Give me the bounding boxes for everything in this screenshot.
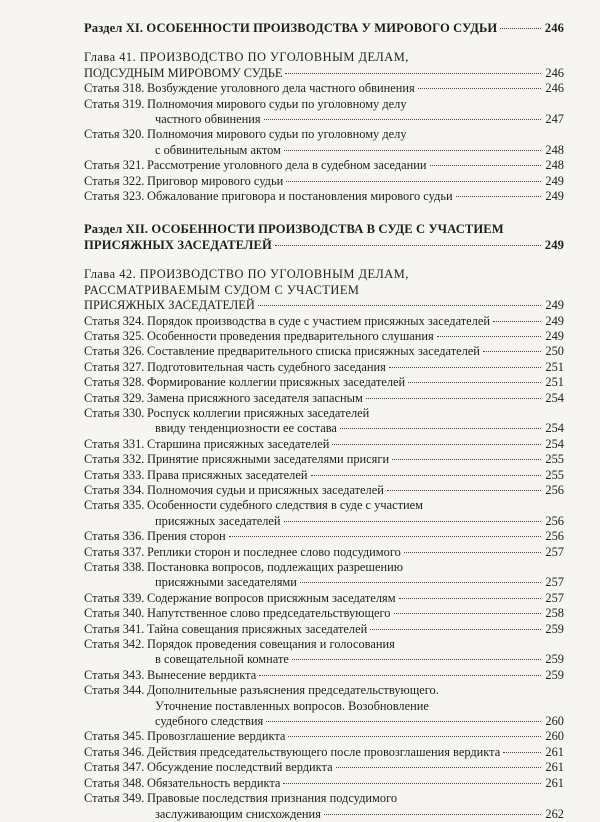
article-line <box>147 81 564 96</box>
article-entry <box>84 452 564 467</box>
article-text: Подготовительная часть судебного заседания <box>147 359 386 374</box>
article-last-line <box>147 591 564 606</box>
article-label: Статья 320. <box>84 127 145 142</box>
dot-leader <box>493 321 541 322</box>
article-text: Составление предварительного списка присяжных заседателей <box>147 344 480 359</box>
page-number: 254 <box>545 421 564 436</box>
article-text: Содержание вопросов присяжным заседателям <box>147 590 396 605</box>
page-number: 249 <box>545 189 564 204</box>
page-number: 249 <box>544 237 564 252</box>
article-title <box>147 606 564 621</box>
article-title <box>147 344 564 359</box>
article-entry <box>84 745 564 760</box>
article-text: с обвинительным актом <box>155 142 281 157</box>
dot-leader <box>404 552 541 553</box>
article-label: Статья 344. <box>84 683 145 698</box>
article-entry <box>84 560 564 591</box>
article-text: Обжалование приговора и постановления мирового судьи <box>147 189 453 204</box>
article-last-line <box>147 360 564 375</box>
section-heading <box>84 222 564 253</box>
article-text: Обсуждение последствий вердикта <box>147 760 333 775</box>
dot-leader <box>300 582 541 583</box>
page-number: 257 <box>545 590 564 605</box>
article-last-line <box>147 760 564 775</box>
page-number: 256 <box>545 529 564 544</box>
chapter-text: ПРИСЯЖНЫХ ЗАСЕДАТЕЛЕЙ <box>84 298 255 313</box>
article-line <box>147 729 564 744</box>
article-line <box>147 189 564 204</box>
spacer <box>84 204 564 222</box>
page-number: 257 <box>545 544 564 559</box>
article-title <box>147 560 564 591</box>
article-last-line <box>147 329 564 344</box>
article-text: Замена присяжного заседателя запасным <box>147 390 363 405</box>
article-title <box>147 529 564 544</box>
article-last-line <box>147 174 564 189</box>
section-text: ПРИСЯЖНЫХ ЗАСЕДАТЕЛЕЙ <box>84 237 272 252</box>
article-line <box>147 452 564 467</box>
article-label: Статья 335. <box>84 498 145 513</box>
article-entry <box>84 375 564 390</box>
article-last-line <box>147 514 564 529</box>
article-entry <box>84 791 564 822</box>
article-text: Реплики сторон и последнее слово подсудимого <box>147 544 401 559</box>
page-number: 246 <box>544 21 564 35</box>
section-line <box>84 238 564 253</box>
page-number: 249 <box>545 313 564 328</box>
article-line <box>147 483 564 498</box>
article-text: Прения сторон <box>147 529 226 544</box>
article-entry <box>84 776 564 791</box>
chapter-line <box>84 298 564 313</box>
dot-leader <box>392 459 541 460</box>
article-title <box>147 437 564 452</box>
article-label: Статья 345. <box>84 729 145 744</box>
article-entry <box>84 97 564 128</box>
article-last-line <box>147 468 564 483</box>
article-title <box>147 545 564 560</box>
article-line: Уточнение поставленных вопросов. Возобновление <box>155 698 429 713</box>
article-line <box>147 344 564 359</box>
article-entry <box>84 314 564 329</box>
article-last-line <box>147 575 564 590</box>
article-last-line <box>147 776 564 791</box>
article-last-line <box>147 483 564 498</box>
dot-leader <box>500 28 541 29</box>
article-text: Провозглашение вердикта <box>147 729 286 744</box>
article-line <box>155 652 564 667</box>
page-number: 259 <box>545 621 564 636</box>
chapter-line: Глава 41. ПРОИЗВОДСТВО ПО УГОЛОВНЫМ ДЕЛАМ, <box>84 50 409 65</box>
article-title <box>147 314 564 329</box>
chapter-block <box>84 267 564 822</box>
dot-leader <box>503 752 541 753</box>
article-label: Статья 339. <box>84 590 145 605</box>
page-number: 256 <box>545 482 564 497</box>
article-last-line <box>147 452 564 467</box>
article-text: Обязательность вердикта <box>147 775 281 790</box>
article-entry <box>84 683 564 729</box>
article-label: Статья 346. <box>84 744 145 759</box>
dot-leader <box>418 88 541 89</box>
chapter-block <box>84 50 564 204</box>
article-entry <box>84 344 564 359</box>
article-line <box>147 391 564 406</box>
article-line <box>147 174 564 189</box>
article-last-line <box>147 375 564 390</box>
article-last-line <box>147 606 564 621</box>
dot-leader <box>266 721 541 722</box>
article-text: Возбуждение уголовного дела частного обвинения <box>147 81 415 96</box>
article-text: Права присяжных заседателей <box>147 467 308 482</box>
article-entry <box>84 437 564 452</box>
dot-leader <box>366 398 541 399</box>
article-last-line <box>147 344 564 359</box>
spacer <box>84 253 564 267</box>
article-text: ввиду тенденциозности ее состава <box>155 421 337 436</box>
article-last-line <box>147 391 564 406</box>
article-last-line <box>147 622 564 637</box>
page-number: 255 <box>545 452 564 467</box>
article-line <box>147 360 564 375</box>
article-text: Принятие присяжными заседателями присяги <box>147 452 390 467</box>
article-line <box>147 760 564 775</box>
article-entry <box>84 545 564 560</box>
article-title <box>147 391 564 406</box>
article-line <box>147 668 564 683</box>
article-line <box>147 468 564 483</box>
dot-leader <box>229 536 541 537</box>
dot-leader <box>399 598 541 599</box>
article-label: Статья 341. <box>84 621 145 636</box>
article-line <box>147 622 564 637</box>
article-line: Особенности судебного следствия в суде с участием <box>147 498 423 513</box>
article-label: Статья 334. <box>84 482 145 497</box>
article-entry <box>84 591 564 606</box>
page-number: 246 <box>545 81 564 96</box>
page-number: 249 <box>545 328 564 343</box>
article-label: Статья 347. <box>84 760 145 775</box>
page-number: 249 <box>545 173 564 188</box>
dot-leader <box>264 119 541 120</box>
article-line <box>155 714 564 729</box>
page-number: 257 <box>545 575 564 590</box>
article-text: присяжными заседателями <box>155 575 297 590</box>
article-line <box>147 545 564 560</box>
article-label: Статья 343. <box>84 667 145 682</box>
dot-leader <box>437 336 541 337</box>
article-line: Постановка вопросов, подлежащих разрешению <box>147 560 403 574</box>
article-entry <box>84 606 564 621</box>
article-label: Статья 337. <box>84 544 145 559</box>
chapter-text: ПОДСУДНЫМ МИРОВОМУ СУДЬЕ <box>84 65 283 80</box>
article-entry <box>84 637 564 668</box>
section-text: Раздел XI. ОСОБЕННОСТИ ПРОИЗВОДСТВА У МИРОВОГО СУДЬИ <box>84 21 498 35</box>
article-label: Статья 328. <box>84 375 145 390</box>
dot-leader <box>275 245 541 246</box>
article-entry <box>84 529 564 544</box>
article-entry <box>84 127 564 158</box>
article-text: Формирование коллегии присяжных заседателей <box>147 375 406 390</box>
article-line: Дополнительные разъяснения председательствующего. <box>147 683 439 698</box>
article-last-line <box>147 314 564 329</box>
dot-leader <box>336 767 541 768</box>
article-line: Порядок проведения совещания и голосования <box>147 637 395 652</box>
article-entry <box>84 391 564 406</box>
section-text: Раздел XII. ОСОБЕННОСТИ ПРОИЗВОДСТВА В СУДЕ С УЧАСТИЕМ <box>84 222 504 237</box>
dot-leader <box>324 814 541 815</box>
article-label: Статья 336. <box>84 529 145 544</box>
article-entry <box>84 668 564 683</box>
article-label: Статья 323. <box>84 189 145 204</box>
article-title <box>147 776 564 791</box>
article-label: Статья 349. <box>84 791 145 806</box>
article-last-line <box>147 668 564 683</box>
article-line <box>147 329 564 344</box>
article-title <box>147 81 564 96</box>
dot-leader <box>340 428 541 429</box>
article-line <box>147 529 564 544</box>
article-label: Статья 340. <box>84 606 145 621</box>
article-text: Старшина присяжных заседателей <box>147 436 330 451</box>
article-label: Статья 333. <box>84 467 145 482</box>
dot-leader <box>387 490 541 491</box>
article-entry <box>84 622 564 637</box>
article-text: Приговор мирового судьи <box>147 173 284 188</box>
article-label: Статья 319. <box>84 96 145 111</box>
dot-leader <box>408 382 541 383</box>
dot-leader <box>370 629 541 630</box>
article-text: Вынесение вердикта <box>147 667 257 682</box>
article-line <box>155 514 564 529</box>
page-number: 261 <box>545 775 564 790</box>
article-entry <box>84 189 564 204</box>
article-title <box>147 158 564 173</box>
article-line <box>155 807 564 822</box>
article-line <box>147 375 564 390</box>
article-line: Полномочия мирового судьи по уголовному делу <box>147 96 407 111</box>
article-text: частного обвинения <box>155 112 261 127</box>
article-line: Полномочия мирового судьи по уголовному делу <box>147 127 407 142</box>
article-line <box>155 421 564 436</box>
dot-leader <box>394 613 542 614</box>
article-line <box>147 606 564 621</box>
section-line <box>84 21 564 36</box>
article-title <box>147 745 564 760</box>
article-entry <box>84 329 564 344</box>
article-label: Статья 330. <box>84 405 145 420</box>
page-number: 256 <box>545 513 564 528</box>
dot-leader <box>283 783 541 784</box>
article-title <box>147 406 564 437</box>
article-label: Статья 329. <box>84 390 145 405</box>
article-entry <box>84 483 564 498</box>
dot-leader <box>285 73 541 74</box>
dot-leader <box>311 475 542 476</box>
dot-leader <box>258 305 541 306</box>
article-last-line <box>147 652 564 667</box>
chapter-heading <box>84 267 564 313</box>
article-text: Действия председательствующего после провозглашения вердикта <box>147 744 501 759</box>
article-label: Статья 348. <box>84 775 145 790</box>
article-title <box>147 189 564 204</box>
page-number: 261 <box>545 760 564 775</box>
dot-leader <box>284 521 541 522</box>
article-last-line <box>147 81 564 96</box>
article-label: Статья 325. <box>84 328 145 343</box>
article-text: Порядок производства в суде с участием присяжных заседателей <box>147 313 490 328</box>
article-last-line <box>147 714 564 729</box>
article-entry <box>84 174 564 189</box>
article-text: Рассмотрение уголовного дела в судебном заседании <box>147 158 427 173</box>
dot-leader <box>288 736 541 737</box>
page-number: 262 <box>545 806 564 821</box>
article-last-line <box>147 143 564 158</box>
page-number: 260 <box>545 714 564 729</box>
article-line: Правовые последствия признания подсудимого <box>147 791 398 806</box>
article-label: Статья 327. <box>84 359 145 374</box>
article-entry <box>84 760 564 775</box>
article-title <box>147 760 564 775</box>
page-number: 251 <box>545 375 564 390</box>
article-last-line <box>147 745 564 760</box>
article-text: Напутственное слово председательствующего <box>147 606 391 621</box>
article-last-line <box>147 421 564 436</box>
article-line <box>155 112 564 127</box>
page-number: 248 <box>545 158 564 173</box>
article-line <box>147 158 564 173</box>
page-number: 259 <box>545 667 564 682</box>
article-title <box>147 97 564 128</box>
article-text: Тайна совещания присяжных заседателей <box>147 621 368 636</box>
article-last-line <box>147 189 564 204</box>
dot-leader <box>456 196 541 197</box>
section-heading <box>84 21 564 36</box>
page-number: 259 <box>545 652 564 667</box>
dot-leader <box>292 659 541 660</box>
article-text: присяжных заседателей <box>155 513 281 528</box>
article-label: Статья 338. <box>84 560 145 574</box>
chapter-line <box>84 66 564 81</box>
page-number: 246 <box>545 65 564 80</box>
article-label: Статья 332. <box>84 452 145 467</box>
article-entry <box>84 158 564 173</box>
article-title <box>147 683 564 729</box>
article-title <box>147 452 564 467</box>
page-number: 247 <box>545 112 564 127</box>
page-number: 251 <box>545 359 564 374</box>
article-line <box>147 745 564 760</box>
dot-leader <box>483 351 541 352</box>
dot-leader <box>284 150 541 151</box>
article-title <box>147 483 564 498</box>
article-line <box>147 437 564 452</box>
article-last-line <box>147 112 564 127</box>
page-number: 255 <box>545 467 564 482</box>
article-last-line <box>147 437 564 452</box>
page-number: 248 <box>545 142 564 157</box>
article-last-line <box>147 807 564 822</box>
article-entry <box>84 498 564 529</box>
dot-leader <box>389 367 541 368</box>
article-last-line <box>147 529 564 544</box>
article-title <box>147 329 564 344</box>
chapter-heading <box>84 50 564 81</box>
article-title <box>147 174 564 189</box>
article-label: Статья 342. <box>84 637 145 652</box>
article-line <box>147 314 564 329</box>
dot-leader <box>259 675 541 676</box>
article-text: в совещательной комнате <box>155 652 289 667</box>
article-label: Статья 326. <box>84 344 145 359</box>
article-title <box>147 791 564 822</box>
article-title <box>147 360 564 375</box>
article-title <box>147 127 564 158</box>
chapter-line: РАССМАТРИВАЕМЫМ СУДОМ С УЧАСТИЕМ <box>84 282 360 297</box>
spacer <box>84 36 564 50</box>
article-line <box>155 143 564 158</box>
article-last-line <box>147 158 564 173</box>
article-label: Статья 331. <box>84 436 145 451</box>
article-title <box>147 498 564 529</box>
article-last-line <box>147 729 564 744</box>
article-entry <box>84 81 564 96</box>
article-title <box>147 468 564 483</box>
page-number: 254 <box>545 436 564 451</box>
article-entry <box>84 729 564 744</box>
article-title <box>147 375 564 390</box>
page-number: 260 <box>545 729 564 744</box>
article-title <box>147 637 564 668</box>
chapter-line: Глава 42. ПРОИЗВОДСТВО ПО УГОЛОВНЫМ ДЕЛАМ, <box>84 267 409 282</box>
article-line: Роспуск коллегии присяжных заседателей <box>147 405 370 420</box>
page-number: 249 <box>545 298 564 313</box>
article-title <box>147 591 564 606</box>
dot-leader <box>286 181 541 182</box>
article-text: заслуживающим снисхождения <box>155 806 321 821</box>
article-entry <box>84 406 564 437</box>
article-text: Полномочия судьи и присяжных заседателей <box>147 482 384 497</box>
page-number: 261 <box>545 744 564 759</box>
article-text: судебного следствия <box>155 714 264 729</box>
page-number: 254 <box>545 390 564 405</box>
article-line <box>147 776 564 791</box>
article-title <box>147 729 564 744</box>
page-number: 250 <box>545 344 564 359</box>
article-line <box>155 575 564 590</box>
article-entry <box>84 468 564 483</box>
article-title <box>147 668 564 683</box>
dot-leader <box>332 444 541 445</box>
article-text: Особенности проведения предварительного слушания <box>147 328 434 343</box>
page-number: 258 <box>545 606 564 621</box>
section-line <box>84 222 564 237</box>
article-label: Статья 318. <box>84 81 145 96</box>
article-entry <box>84 360 564 375</box>
article-label: Статья 321. <box>84 158 145 173</box>
article-title <box>147 622 564 637</box>
article-label: Статья 322. <box>84 173 145 188</box>
article-last-line <box>147 545 564 560</box>
article-line <box>147 591 564 606</box>
article-label: Статья 324. <box>84 313 145 328</box>
dot-leader <box>430 165 541 166</box>
